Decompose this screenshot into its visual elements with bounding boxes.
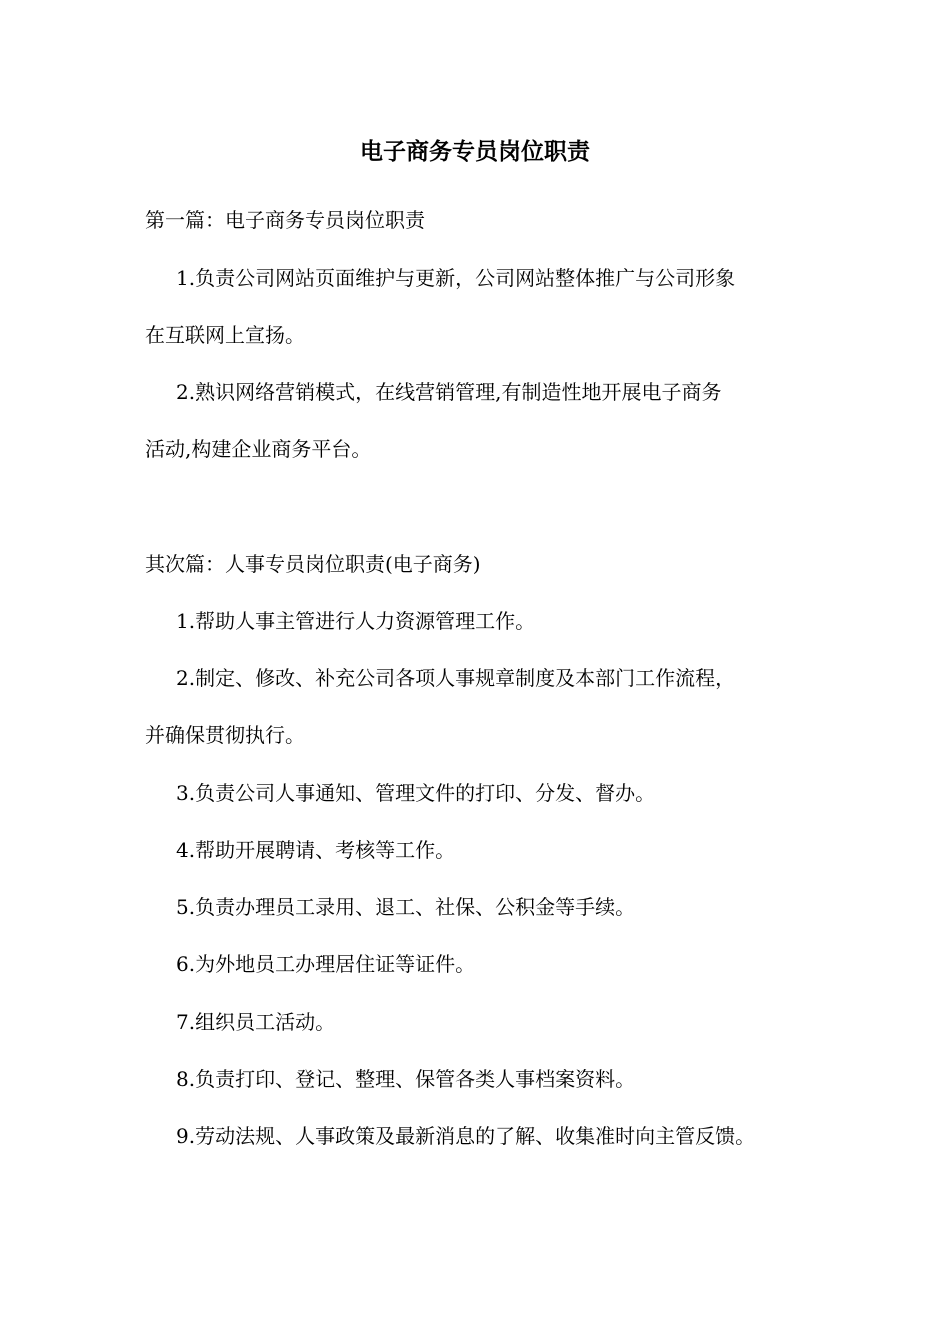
section2-item8: 8.负责打印、登记、整理、保管各类人事档案资料。 [176, 1067, 636, 1091]
document-title: 电子商务专员岗位职责 [360, 138, 590, 165]
section2-item9: 9.劳动法规、人事政策及最新消息的了解、收集准时向主管反馈。 [176, 1124, 756, 1148]
section2-heading: 其次篇：人事专员岗位职责(电子商务) [145, 552, 481, 576]
section1-item1-line2: 在互联网上宣扬。 [145, 323, 305, 347]
section2-item2-line2: 并确保贯彻执行。 [145, 723, 305, 747]
section2-item6: 6.为外地员工办理居住证等证件。 [176, 952, 476, 976]
section1-item1-line1: 1.负责公司网站页面维护与更新，公司网站整体推广与公司形象 [176, 266, 736, 290]
section1-item2-line1: 2.熟识网络营销模式，在线营销管理,有制造性地开展电子商务 [176, 380, 722, 404]
section1-heading: 第一篇：电子商务专员岗位职责 [145, 208, 425, 232]
section2-item4: 4.帮助开展聘请、考核等工作。 [176, 838, 456, 862]
section2-item5: 5.负责办理员工录用、退工、社保、公积金等手续。 [176, 895, 636, 919]
section2-item1: 1.帮助人事主管进行人力资源管理工作。 [176, 609, 536, 633]
section2-item3: 3.负责公司人事通知、管理文件的打印、分发、督办。 [176, 781, 656, 805]
section1-item2-line2: 活动,构建企业商务平台。 [145, 437, 372, 461]
section2-item2-line1: 2.制定、修改、补充公司各项人事规章制度及本部门工作流程， [176, 666, 736, 690]
section2-item7: 7.组织员工活动。 [176, 1010, 336, 1034]
